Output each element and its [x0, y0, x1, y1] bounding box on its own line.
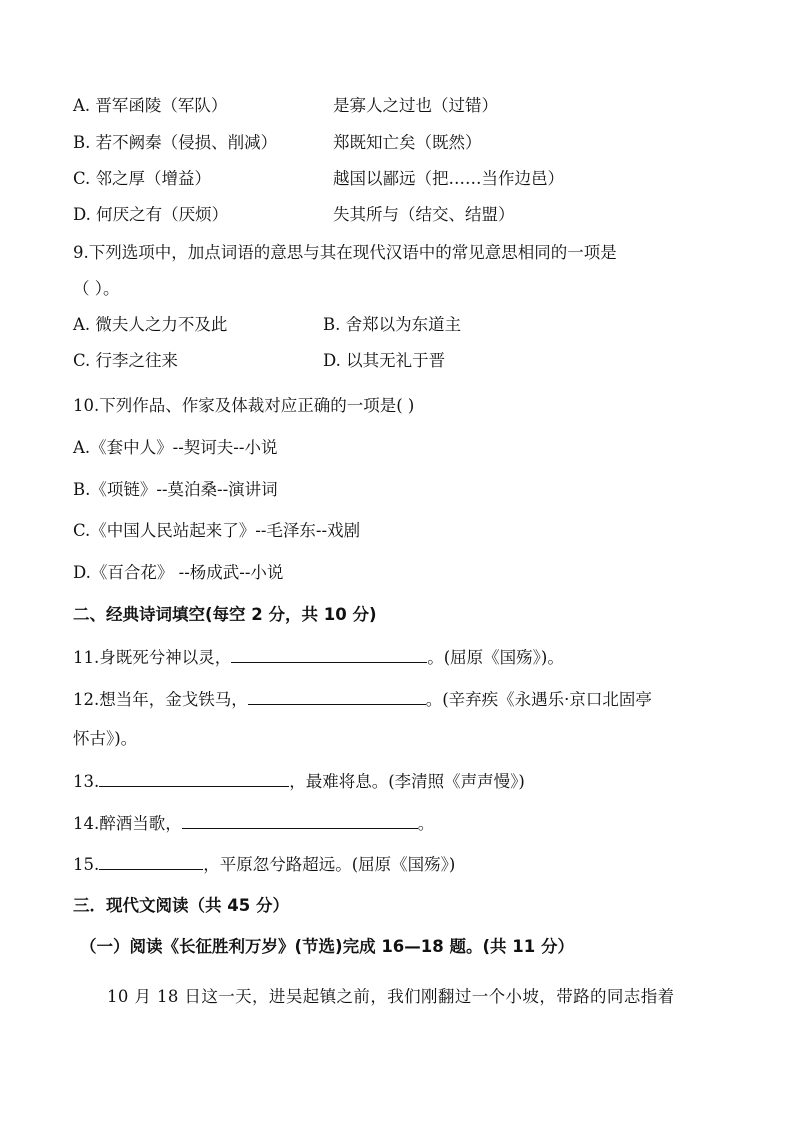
- option-left: 晋军函陵（军队）: [95, 96, 228, 115]
- option-text: 微夫人之力不及此: [95, 315, 228, 334]
- q13-blank[interactable]: [99, 770, 289, 787]
- option-right: 是寡人之过也（过错）: [333, 96, 498, 115]
- q15-prefix: 15.: [73, 855, 100, 874]
- q15-line: [73, 853, 455, 876]
- q12-suffix: 。(辛弃疾《永遇乐·京口北固亭: [425, 690, 652, 709]
- q14-line: [73, 812, 434, 835]
- q14-prefix: 14.醉酒当歌，: [73, 814, 182, 833]
- option-label: D.: [323, 351, 341, 370]
- q11-line: [73, 646, 564, 669]
- q14-blank[interactable]: [182, 812, 418, 829]
- option-label: B.: [323, 315, 341, 334]
- q10-option-b: B.《项链》--莫泊桑--演讲词: [73, 480, 278, 499]
- option-right: 失其所与（结交、结盟）: [333, 205, 515, 224]
- q12-continuation: 怀古》)。: [73, 729, 138, 748]
- q9-stem: 9.下列选项中，加点词语的意思与其在现代汉语中的常见意思相同的一项是: [73, 243, 617, 262]
- q9-answer-paren: （ ）。: [73, 279, 120, 298]
- q13-line: [73, 770, 525, 793]
- q10-option-d: D.《百合花》 --杨成武--小说: [73, 563, 284, 582]
- option-label: A.: [73, 315, 91, 334]
- q9-option-b: [323, 314, 461, 336]
- q12-prefix: 12.想当年，金戈铁马，: [73, 690, 248, 709]
- q9-option-d: [323, 350, 445, 372]
- option-label: C.: [73, 169, 91, 188]
- option-left: 何厌之有（厌烦）: [96, 205, 229, 224]
- option-label: C.: [73, 351, 91, 370]
- option-label: B.: [73, 133, 91, 152]
- option-left: 邻之厚（增益）: [95, 169, 212, 188]
- q12-line: [73, 688, 652, 711]
- q9-option-c: [73, 350, 178, 372]
- q15-blank[interactable]: [99, 853, 203, 870]
- q9-option-a: [73, 314, 227, 336]
- option-label: D.: [73, 205, 91, 224]
- option-text: 以其无礼于晋: [346, 351, 446, 370]
- section-2-heading: 二、经典诗词填空(每空 2 分，共 10 分): [73, 605, 377, 624]
- q15-suffix: ，平原忽兮路超远。(屈原《国殇》): [203, 855, 456, 874]
- passage-paragraph: 10 月 18 日这一天，进吴起镇之前，我们刚翻过一个小坡，带路的同志指着: [107, 987, 675, 1006]
- q10-option-c: C.《中国人民站起来了》--毛泽东--戏剧: [73, 521, 361, 540]
- q10-stem: 10.下列作品、作家及体裁对应正确的一项是( ): [73, 396, 415, 415]
- reading-passage-heading: （一）阅读《长征胜利万岁》(节选)完成 16—18 题。(共 11 分）: [80, 937, 574, 956]
- q10-option-a: A.《套中人》--契诃夫--小说: [73, 438, 278, 457]
- q12-blank[interactable]: [248, 688, 426, 705]
- q14-suffix: 。: [417, 814, 435, 833]
- q11-blank[interactable]: [231, 646, 427, 663]
- option-text: 舍郑以为东道主: [345, 315, 462, 334]
- option-right: 越国以鄙远（把……当作边邑）: [333, 169, 564, 188]
- option-text: 行李之往来: [95, 351, 179, 370]
- option-left: 若不阙秦（侵损、削减）: [95, 133, 278, 152]
- q13-suffix: ，最难将息。(李清照《声声慢》): [289, 772, 525, 791]
- q11-prefix: 11.身既死兮神以灵，: [73, 648, 232, 667]
- section-3-heading: 三．现代文阅读（共 45 分）: [73, 896, 289, 915]
- q11-suffix: 。(屈原《国殇》)。: [427, 648, 564, 667]
- option-label: A.: [73, 96, 91, 115]
- q13-prefix: 13.: [73, 772, 100, 791]
- option-right: 郑既知亡矣（既然）: [333, 133, 482, 152]
